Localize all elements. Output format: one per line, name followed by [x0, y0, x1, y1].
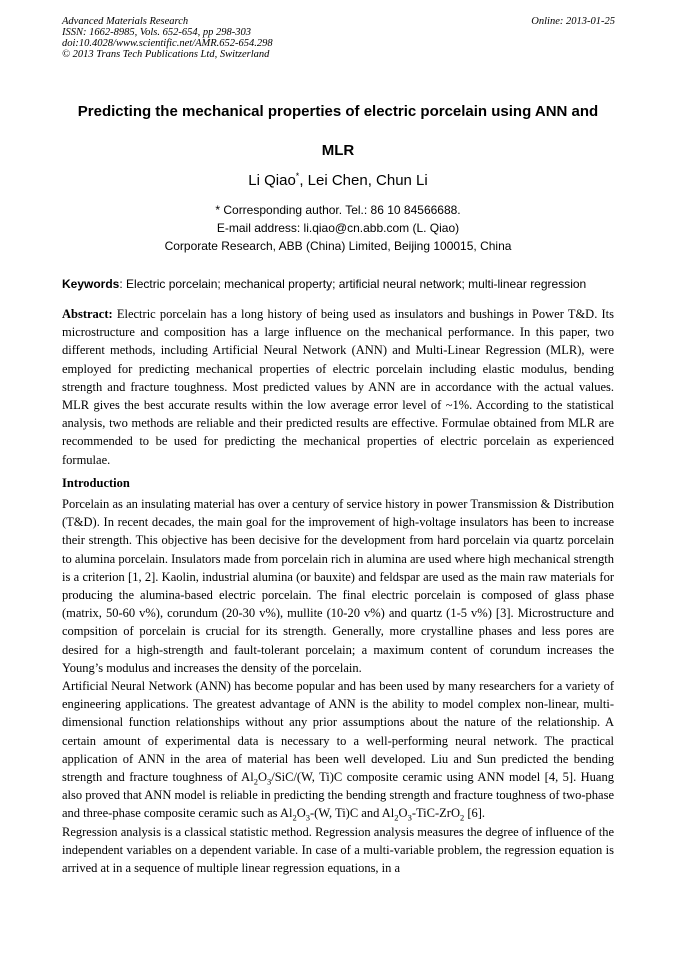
copyright-line: © 2013 Trans Tech Publications Ltd, Switzerland — [62, 49, 270, 60]
author-list — [62, 166, 614, 191]
abstract — [62, 305, 614, 469]
subscript: 2 — [292, 812, 297, 823]
introduction-body — [62, 495, 614, 877]
institution: Corporate Research, ABB (China) Limited, Beijing 100015, China — [164, 239, 512, 253]
subscript: 2 — [394, 812, 399, 823]
author-first: Li Qiao — [248, 172, 296, 189]
email-address: E-mail address: li.qiao@cn.abb.com (L. Qiao) — [216, 221, 460, 235]
keywords — [62, 275, 614, 293]
keywords-text: : Electric porcelain; mechanical property; artificial neural network; multi-linear regression — [119, 277, 587, 291]
p2-text-a: Artificial Neural Network (ANN) has become popular and has been used by many researchers for a variety of engineering applications. The greatest advantage of ANN is the ability to model complex non-linear, multi-dimensional function relationships without any prior assumptions about the nature of the relationship. A certain amount of experimental data is necessary to a well-performing neural network. The practical application of ANN in the area of material has been well developed. Liu and Sun predicted the bending strength and fracture toughness of Al — [62, 679, 614, 785]
issn-line: ISSN: 1662-8985, Vols. 652-654, pp 298-303 — [62, 27, 251, 38]
subscript: 3 — [407, 812, 412, 823]
keywords-label: Keywords — [62, 277, 120, 291]
subscript: 2 — [253, 776, 258, 787]
subscript: 3 — [305, 812, 310, 823]
paragraph-1: Porcelain as an insulating material has over a century of service history in power Transmission & Distribution (T&D). In recent decades, the main goal for the improvement of high-voltage insulators has been to increase their strength. This objective has been decisive for the development from hard porcelain via quartz porcelain to alumina porcelain. Insulators made from porcelain rich in alumina are used where high mechanical strength is a criterion [1, 2]. Kaolin, industrial alumina (or bauxite) and feldspar are used as the main raw materials for producing the alumina-based electric porcelain. The final electric porcelain is composed of glass phase (matrix, 50-60 v%), corundum (20-30 v%), mullite (10-20 v%) and quartz (1-5 v%) [3]. Microstructure and compsition of porcelain is crucial for its strength. Generally, more crystalline phases and less pores are desired for a high-strength and fault-tolerant porcelain; a maximum content of corundum increases the Young’s modulus and increases the density of the porcelain. — [62, 497, 614, 675]
p2-text-h: [6]. — [464, 806, 486, 821]
paper-title: Predicting the mechanical properties of electric porcelain using ANN and MLR — [77, 103, 599, 159]
journal-name: Advanced Materials Research — [62, 16, 189, 27]
subscript: 3 — [266, 776, 272, 787]
author-rest: , Lei Chen, Chun Li — [299, 172, 428, 189]
p2-text-c: /SiC/(W, Ti)C composite ceramic using ANN model [4, 5]. Huang also proved that ANN model is reliable in predicting the bending strength and fracture toughness of two-phase and three-phase composite ceramic such as Al — [62, 770, 614, 821]
online-date: Online: 2013-01-25 — [531, 16, 615, 27]
paragraph-2 — [62, 677, 614, 823]
p2-text-e: -(W, Ti)C and Al — [310, 806, 395, 821]
subscript: 2 — [459, 812, 465, 823]
p2-text-f: O — [398, 806, 408, 821]
corresponding-author: * Corresponding author. Tel.: 86 10 84566688. — [215, 203, 461, 217]
abstract-text: Electric porcelain has a long history of being used as insulators and bushings in Power T&D. Its microstructure and composition has a large influence on the mechanical performance. In this paper, two different methods, including Artificial Neural Network (ANN) and Multi-Linear Regression (MLR), were employed for predicting mechanical properties of electric porcelain including elastic modulus, bending strength and fracture toughness. Most predicted values by ANN are in accordance with the actual values. MLR gives the best accurate results within the low average error level of ~1%. According to the statistical analysis, two methods are reliable and their predicted results are effective. Formulae obtained from MLR are recommended to be used for predicting the mechanical properties of electric porcelain as experienced formulae. — [62, 307, 614, 467]
journal-header — [62, 16, 273, 60]
paragraph-3: Regression analysis is a classical statistic method. Regression analysis measures the degree of influence of the independent variables on a dependent variable. In case of a multi-variable problem, the regression equation is arrived at in a sequence of multiple linear regression equations, in a — [62, 824, 614, 876]
p2-text-d: O — [296, 806, 306, 821]
affiliation-block — [62, 201, 614, 255]
p2-text-g: -TiC-ZrO — [411, 806, 460, 821]
corresponding-mark: * — [295, 171, 300, 181]
section-heading-introduction: Introduction — [62, 476, 130, 490]
doi-line: doi:10.4028/www.scientific.net/AMR.652-654.298 — [62, 38, 273, 49]
abstract-label: Abstract: — [62, 307, 113, 321]
p2-text-b: O — [257, 770, 267, 785]
